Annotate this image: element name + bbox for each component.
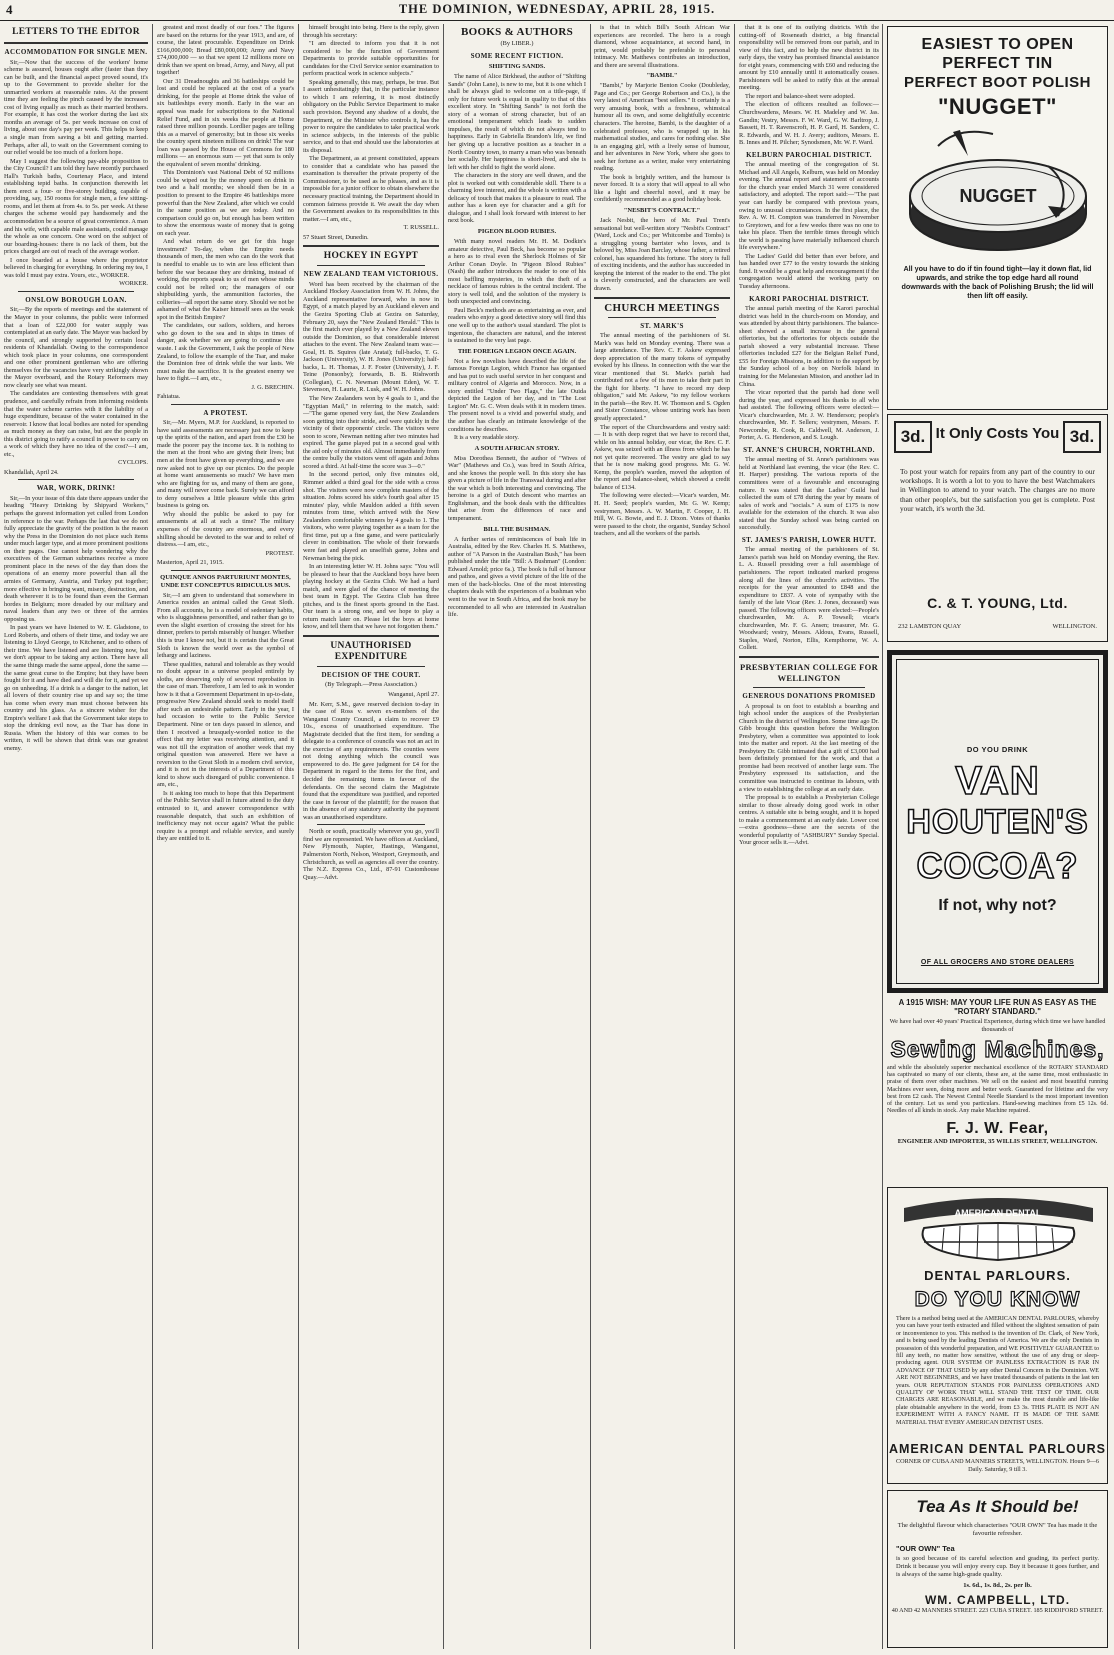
article-title-hockey: HOCKEY IN EGYPT — [323, 251, 419, 262]
divider — [171, 404, 280, 405]
church-body-karori — [739, 305, 879, 442]
letter-body-war-work-drink — [4, 495, 148, 753]
letter-title-accommodation: ACCOMMODATION FOR SINGLE MEN. — [4, 48, 148, 56]
paragraph: This Dominion's vast National Debt of 92 millions could be wiped out by the money spent on drink in two and a half months; we should then be in a position to present to the Empire 46 battleships more powerful than the New Zealand, after which we could in the same position as we are today. And no comparison could go on, but enough has been written to show the enormous waste of money that is going on each year. — [157, 169, 294, 237]
column-rule — [443, 24, 444, 1649]
church-title-st-marks: ST. MARK'S — [640, 321, 684, 330]
review-title-bambi: "BAMBI." — [646, 72, 678, 80]
paragraph: In past years we have listened to W. E. Gladstone, to Lord Roberts, and others of their time, and today we are listening to Lloyd George, to Kitchener, and to others of their time. We have listened and are listening now, but we don't appear to be taking any action. There have all the same things made the same appeal, done the same — the same great curse to the Empire; but they have been fought for it and have died and will die for it, and yet we go on unheeding. If a drink is a danger to the nation, let all lovers of their country rise up and say so; the time has come when every man must choose between his country and his glass. As a sincere wisher for the Empire's welfare I ask that the Government take steps to stop the drinking evil now, as the Tsar has done in Russia. When the history of this war comes to be written, it will be shown that drink was our greatest enemy. — [4, 624, 148, 752]
letter-place: Khandallah, April 24. — [4, 468, 59, 476]
advert-headline: It Only Costs You — [935, 425, 1060, 442]
byline: (By Telegraph.—Press Association.) — [325, 681, 417, 689]
masthead — [0, 0, 1114, 21]
church-body-st-marks — [594, 332, 730, 538]
review-title-shifting-sands: SHIFTING SANDS. — [488, 63, 546, 71]
advert-headline: EASIEST TO OPEN — [921, 36, 1074, 53]
paragraph: The Ladies' Guild did better than ever before, and has handed over £77 to the vestry towards the sinking fund. It would be a great help and encouragement if the congregation would attend the working party on Tuesday afternoons. — [739, 252, 879, 290]
church-title-st-annes: ST. ANNE'S CHURCH, NORTHLAND. — [743, 445, 875, 454]
advert-american-dental — [887, 1187, 1108, 1484]
byline: (By LIBER.) — [500, 40, 534, 47]
address-street: 232 LAMBTON QUAY — [898, 623, 962, 630]
review-body-foreign-legion — [448, 358, 586, 442]
price-tag: 3d. — [1063, 421, 1101, 453]
article-body-hockey — [303, 281, 439, 631]
paragraph: Jack Nesbit, the hero of Mr. Paul Trent's sensational but well-written story "Nesbit's Contract" (Ward, Lock and Co.; per Whitcombe and Tombs) is a struggling young barrister who loves, and is beloved by, Miss Joan Barclay, whose father, a retired colonel, has squandered his fortune. The story is full of exciting incidents, and the author has succeeded in keeping the interest of the reader to the end. The plot is cleverly constructed, and the characters are well drawn. — [594, 217, 730, 292]
article-body-expenditure — [303, 701, 439, 822]
article-title-expenditure: UNAUTHORISED EXPENDITURE — [330, 640, 412, 662]
paragraph: "Bambi," by Marjorie Benton Cooke (Doubleday, Page and Co.; per George Robertson and Co.), is the very latest of American "best sellers." It certainly is a very amusing book, with a freshness, whimsical humour all its own, and some delightfully eccentric characters. The heroine, Bambi, is the daughter of a celebrated professor, who is wrapped up in his mathematical studies, and cares for nothing else. She is an engaging girl, with a lively sense of humour, and her adventures in New York, where she goes to seek her fortune as a writer, make very entertaining reading. — [594, 82, 730, 173]
advert-copy: There is a method being used at the AMERICAN DENTAL PARLOURS, whereby you can have your teeth extracted and filled without the slightest sensation of pain or inconvenience to you. This method is the invention of Dr. Clark, of New York, and is being used by the leading Dentists of America. We are the only Dentists in possession of this wonderful preparation, and WE POSITIVELY GUARANTEE to fill any teeth, no matter how sensitive, without the use of any drug or sleep-producing agent. OUR SYSTEM OF PAINLESS EXTRACTION IS FAR IN ADVANCE OF THAT USED by any other Dental Concern in the Dominion. WE ARE NOT BEGINNERS, and we have treated thousands of patients in the last ten years. OUR REPUTATION STANDS FOR PAINLESS OPERATIONS AND QUALITY OF WORK THAT WILL STAND THE TEST OF TIME. OUR CHARGES ARE REASONABLE, and we make the most durable and life-like plate obtainable anywhere in the world, from £3 3s. THIS PLATE IS NOT AN EXPERIMENT WITH A FANCY NAME. IT IS MADE OF THE SAME MATERIAL THAT EVERY AMERICAN DENTIST USES. — [896, 1316, 1099, 1426]
column-rule — [590, 24, 591, 1649]
paragraph: The election of officers resulted as follows:—Churchwardens, Messrs. W. H. Madeley and W. Jas. Gandin; Vestry, Messrs. F. W. Ward, G. W. Barltrop, J. Bassett, H. T. Ravenscroft, H. P. Gard, H. Sanders, C. R. Edwards, and W. H. J. Avery; auditors, Messrs. E. B. Innes and H. Pilcher; Synodsmen, Mr. W. F. Ward. — [739, 101, 879, 147]
divider — [594, 297, 730, 299]
divider — [18, 479, 134, 480]
advert-copy: is so good because of its careful selection and grading, its perfect purity. Drink it because you will enjoy every cup. Buy it because it goes further, and is always of the same high-grade quality. — [896, 1555, 1099, 1578]
review-title-nesbit: "NESBIT'S CONTRACT." — [623, 207, 701, 215]
advert-copy: To post your watch for repairs from any part of the country to our workshops. It is worth a lot to you to have the best Watchmakers in Wellington to attend to your watch. The charges are no more than other people's, but the satisfaction you get is complete. Post your watch, it's worth the 3d. — [900, 467, 1095, 513]
review-body-bambi — [594, 82, 730, 204]
review-title-bill-bushman: BILL THE BUSHMAN. — [483, 525, 551, 533]
review-body-shifting-sands — [448, 73, 586, 225]
advert-headline: PERFECT BOOT POLISH — [903, 74, 1091, 91]
review-body-south-african — [448, 455, 586, 523]
advert-firm-name: F. J. W. Fear, — [946, 1120, 1049, 1138]
divider — [317, 666, 425, 667]
article-subtitle-presbyterian: GENEROUS DONATIONS PROMISED — [742, 692, 876, 701]
advert-address: 40 AND 42 MANNERS STREET. 223 CUBA STREET. 185 RIDDIFORD STREET. — [891, 1607, 1104, 1614]
advert-address: ENGINEER AND IMPORTER, 35 WILLIS STREET, WELLINGTON. — [897, 1138, 1098, 1146]
divider — [753, 687, 865, 688]
column-rule — [298, 24, 299, 1649]
advert-headline: PERFECT TIN — [942, 55, 1053, 72]
advert-prices: 1s. 6d., 1s. 8d., 2s. per lb. — [963, 1582, 1032, 1589]
advert-our-own-tea — [887, 1490, 1108, 1648]
paragraph: Sir,—Mr. Myers, M.P. for Auckland, is reported to have said assessments are necessary just now to keep up the spirits of the nation, and apart from the £30 he made the poorer pay the income tax. It is nothing to the men at the front who are giving their lives; but men at the front have given up everything, and we are now asked not to give up our picnics. Do the people at home want amusements so much? We have men who are fighting for us, and many of them are gone, and many will never come back. Surely we can afford to deny ourselves a little pleasure while this grim business is going on. — [157, 419, 294, 510]
paragraph: A further series of reminiscences of bush life in Australia, edited by the Rev. Charles H. S. Matthews, author of "A Parson in the Australian Bush," has been published under the title "Bill: A Bushman" (London: Edward Arnold; price 6s.). The book is full of humour and pathos, and gives a vivid picture of the life of the men of the back-blocks. One of the most interesting chapters deals with the experiences of a bushman who went to the war in South Africa, and the book may be recommended to all who are interested in Australian life. — [448, 535, 586, 619]
advert-headline: A 1915 WISH: MAY YOUR LIFE RUN AS EASY AS THE "ROTARY STANDARD." — [898, 998, 1097, 1016]
letter-body-continued — [157, 24, 294, 383]
address-city: WELLINGTON. — [1052, 623, 1097, 630]
paragraph: The candidates are contesting themselves with great prudence, and carefully refrain from informing residents that the water scheme carries with it the liability of a huge expenditure, because of the water contained in the reservoir. I know that local bodies are noted for spending as much money as they can raise, but are the people in this district going to ratify a council in power to carry on a work of which they have no idea of the cost?—I am, etc., — [4, 390, 148, 458]
paragraph: The candidates, our sailors, soldiers, and heroes who go down to the sea and in ships in times of danger, ask whether we are going to continue this waste. I ask the Government, I ask the people of New Zealand, to follow the example of the Tsar, and make the Dominion free of drink while the war lasts. We must make the sacrifice. It is the greatest enemy we have to fight.—I am, etc., — [157, 322, 294, 383]
paragraph: Sir,—Now that the success of the workers' home scheme is assured, houses ought after (faster than they can be built, and the financial aspect proved sound, it's up to the Government to provide shelter for the unmarried workers at reasonable rates. At the present time they are feeling the pinch caused by the increased cost of living equally as much as their married brothers. For example, it has cost the worker during the last six months an average of 5s. per week increase on cost of living, about one day's pay per week. This helps to keep a single man from saving a bit and getting married. Perhaps, after all, to wait on the Government coming to our relief would be too much of a forlorn hope. — [4, 58, 148, 157]
advert-brand: "NUGGET" — [938, 94, 1057, 119]
dental-teeth-illustration-icon — [894, 1194, 1103, 1264]
column-6 — [739, 24, 879, 1650]
column-rule — [152, 24, 153, 1649]
dateline: Wanganui, April 27. — [388, 691, 439, 699]
divider — [317, 265, 425, 266]
divider — [608, 317, 716, 318]
letter-title-protest: A PROTEST. — [203, 408, 248, 417]
advert-product: Sewing Machines, — [890, 1036, 1105, 1062]
church-body-kelburn — [739, 161, 879, 290]
advert-question: If not, why not? — [938, 897, 1057, 914]
church-title-kelburn: KELBURN PAROCHIAL DISTRICT. — [746, 150, 872, 159]
church-body-st-annes — [739, 456, 879, 531]
letter-address: 57 Stuart Street, Dunedin. — [303, 233, 369, 241]
advert-product: "OUR OWN" Tea — [896, 1544, 955, 1553]
advert-intro: We have had over 40 years' Practical Experience, during which time we have handled thousands of — [889, 1018, 1106, 1033]
section-title-church-meetings: CHURCH MEETINGS — [604, 301, 720, 314]
advert-headline: Tea As It Should be! — [916, 1497, 1079, 1516]
advert-address — [898, 623, 1097, 630]
divider — [303, 635, 439, 637]
paragraph: Is it asking too much to hope that this Department of the Public Service shall in future attend to the duty entrusted to it, and answer correspondence with reasonable despatch, that such an exhibition of inefficiency may not occur again? What the public require is a prompt and reliable service, and surely they are entitled to it. — [157, 789, 294, 843]
section-title-books: BOOKS & AUTHORS — [460, 26, 574, 38]
letter-signature: WORKER. — [119, 280, 148, 288]
letter-signature: PROTEST. — [265, 549, 294, 557]
paragraph: The name of Alice Birkhead, the author of "Shifting Sands" (John Lane), is new to me, but it is one which I shall be always glad to welcome on a title-page, if only for future work is equal in quality to that of this excellent story. In "Shifting Sands" is not forth the story of a woman of strong character, but of an emotional temperament which leads to sudden impulses, the result of which do not always tend to happiness. Early in Gabriella Brandon's life, we find her giving up a lucrative position as a teacher in a North Country town, to marry a man who was beneath her socially. Her happiness is short-lived, and she is left with her child to fight the world alone. — [448, 73, 586, 171]
paragraph: The annual parish meeting of the Karori parochial district was held in the church-room on Monday, and was attended by about thirty parishioners. The balance-sheet showed a small increase in the general offertories, but the offertories for objects outside the parish showed a very substantial increase. These offertories included £27 for the Belgian Relief Fund, £55 for Foreign Missions, in addition to the support by the Sunday school of a boy on Norfolk Island in training for the Melanesian Mission, and another lad in China. — [739, 305, 879, 388]
column-rule — [882, 24, 883, 1649]
paragraph: Sir,—By the reports of meetings and the statement of the Mayor in your columns, the public were informed that a loan of £22,000 for water supply was contemplated at an early date. The Mayor was backed by the council, and strongly supported by certain local residents of Khandallah. Owing to the correspondence which took place in your columns, one correspondent and one other prominent gentleman who are offering themselves for the vacancies have very strikingly shown the Mayor overboard, and the Rotary Reformers may now clearly see what was meant. — [4, 306, 148, 389]
advert-nugget-polish — [887, 26, 1108, 410]
paragraph: The annual meeting of the parishioners of St. Mark's was held on Monday evening. There was a large attendance. The Rev. C. F. Askew expressed deep appreciation of the many tokens of sympathy evoked by his illness. In connection with the war the vicar mentioned that St. Mark's parish had contributed not a few of its men to take their part in the fight for liberty. "I have to record my deep obligation," said Mr. Askew, "to my fellow workers in the parish—the Rev. H. W. Thomson and S. Ogden and Sister Constance, whose untiring work has been greatly appreciated." — [594, 332, 730, 423]
column-3 — [303, 24, 439, 1650]
paragraph: The book is brightly written, and the humour is never forced. It is a story that will appeal to all who like a light and cheerful novel, and it may be confidently recommended as a good holiday book. — [594, 173, 730, 204]
paragraph: The characters in the story are well drawn, and the plot is worked out with considerable skill. There is a charming love interest, and the whole is written with a delicacy of touch that makes it a pleasure to read. The author has a keen eye for character and a gift for dialogue, and I shall look forward with interest to her next book. — [448, 172, 586, 225]
advert-copy: and while the absolutely superior mechanical excellence of the ROTARY STANDARD has captivated so many of our clients, these are, at the same time, most enthusiastic in praise of them over other machines. We sell on the easiest and most beautiful running Machines ever seen, doing more and better work. Guaranteed for lifetime and the very best from £2 cash. The Newest Central Needle Standard is the most important invention of the century. Let us send you particulars. Hand-sewing machines from £5 12s. 6d. Needles of all kinds in stock. Any make Machine repaired. — [887, 1065, 1108, 1115]
letter-body-quinque — [157, 592, 294, 843]
letter-body-onslow — [4, 306, 148, 458]
paragraph: The annual meeting of the parishioners of St. James's parish was held on Monday evening, the Rev. L. A. Russell presiding over a full assemblage of parishioners. The report indicated marked progress along all the lines of the church's activities. The receipts for the year amounted to £848 and the expenditure to £837. A vote of sympathy with the family of the late Vicar (Rev. J. Jones, deceased) was passed. The following officers were elected:—People's churchwarden, Mr. A. P. Towsell; vicar's churchwarden, Mr. F. G. Ansen; treasurer, Mr. G. Woodward; vestry, Messrs. Aldous, Evans, Russell, Staples, Ward, Norton, Ellis, Kempthorne, W. A. Collett. — [739, 546, 879, 652]
paragraph: The report of the Churchwardens and vestry said:— It is with deep regret that we have to record that, while on his annual holiday, our vicar, the Rev. C. F. Askew, was seized with an illness from which he has not yet quite recovered. The vestry are glad to say that he is now making good progress. Mr. G. W. Kemp, the people's warden, moved the adoption of the report and balance-sheet, which showed a credit balance of £134. — [594, 423, 730, 491]
letter-signature: T. RUSSELL. — [403, 224, 439, 232]
paragraph: Not a few novelists have described the life of the famous Foreign Legion, which France has organised and has put to such useful service in her conquest and military control of Algeria and Morocco. Now, in a story entitled "Under Two Flags," the late Ouida depicted the Legion of her day, and in "The Lost Legion" Mr. G. C. Wren deals with it in modern times. The present novel is a vivid and powerful study, and the author has clearly an intimate knowledge of the conditions he describes. — [448, 357, 586, 433]
article-subtitle-expenditure: DECISION OF THE COURT. — [321, 670, 421, 679]
review-title-foreign-legion: THE FOREIGN LEGION ONCE AGAIN. — [457, 347, 577, 355]
letter-signature: CYCLOPS. — [118, 459, 148, 467]
price-tag: 3d. — [894, 421, 932, 453]
church-body-st-james — [739, 546, 879, 652]
church-title-karori: KARORI PAROCHIAL DISTRICT. — [749, 294, 869, 303]
dental-banner-text: AMERICAN DENTAL — [954, 1208, 1042, 1218]
paragraph: The annual meeting of the congregation of St. Michael and All Angels, Kelburn, was held on Monday evening. The annual report and statement of accounts for the church year ended March 31 were considered satisfactory, and adopted. The report said:—"The past year can hardly be compared with previous years, owing to unusual circumstances. In the first place, the Rev. A. W. H. Compton was transferred in November to Greytown, and for a few weeks there was no one to take his place. Then the terrible times through which the world is passing have materially influenced church life everywhere." — [739, 161, 879, 252]
paragraph: Why should the public be asked to pay for amusements at all at such a time? The military expenses of the country are enormous, and every shilling should be devoted to the war and to relief of distress.—I am, etc., — [157, 510, 294, 549]
paragraph: "I am directed to inform you that it is not considered to be the function of Government Departments to provide suitable opportunities for candidates for the Civil Service senior examination to perform practical work in science subjects." — [303, 40, 439, 78]
advert-footer: OF ALL GROCERS AND STORE DEALERS — [920, 959, 1075, 966]
advert-young-watchmakers — [887, 414, 1108, 642]
advert-kicker: DO YOU DRINK — [966, 745, 1029, 754]
paragraph: greatest and most deadly of our foes." The figures are based on the returns for the year 1913, and are, of course, the latest procurable. Expenditure on Drink £166,000,000; Bread £80,000,000; Army and Navy £74,000,000 — so that we spent 12 millions more on drink than we spent on bread, Army, and Navy, all put together! — [157, 24, 294, 77]
page-number: 4 — [6, 2, 13, 17]
paragraph: Sir,—In your issue of this date there appears under the heading "Heavy Drinking by Shipyard Workers," perhaps the gravest information yet culled from London in reference to the war. Perhaps the last that we do not fully appreciate the gravity of the position is the reason why the Press in the Dominion do not place such items under much larger type, and at more prominent positions on their pages. One cannot help wondering why the executives of the German submarines receive a more prominent place in the news of the day than does the operations of an enemy more powerful than all the armies of Germany, Austria, and Turkey put together; more effective in bringing want, misery, destruction, and death wherever it is to be found than even the German hordes in Belgium; more dreaded by our military and naval leaders than any two or three of the armies opposing us. — [4, 494, 148, 623]
paragraph: Sir,—I am given to understand that somewhere in America resides an animal called the Great Sloth. From all accounts, he is a model of sedentary habits, who is sluggishness personified, and rather than go to even the slight exertion of crossing the street for his dinner, prefers to perish miserably of hunger. Whether this is true I know not, but it is certain that the Great Sloth is known the world over as the symbol of lethargy and laziness. — [157, 591, 294, 660]
paragraph: The report and balance-sheet were adopted. — [745, 92, 855, 100]
advert-address: CORNER OF CUBA AND MANNERS STREETS, WELLINGTON. Hours 9—6 Daily. Saturday, 9 till 3. — [896, 1458, 1099, 1473]
letter-title-onslow: ONSLOW BOROUGH LOAN. — [25, 295, 127, 304]
paragraph: himself brought into being. Here is the reply, given through his secretary: — [303, 24, 439, 39]
advert-headline: COCOA? — [916, 845, 1079, 886]
paragraph: I once boarded at a house where the proprietor believed in charging for everything. In ordering my tea, I was told I must pay extra. Yours, etc., WORKER. — [4, 256, 148, 279]
review-body-continued — [594, 24, 730, 69]
article-title-presbyterian: PRESBYTERIAN COLLEGE FOR WELLINGTON — [739, 662, 879, 684]
church-title-st-james: ST. JAMES'S PARISH, LOWER HUTT. — [741, 535, 877, 544]
section-title-letters: LETTERS TO THE EDITOR — [12, 27, 140, 37]
paragraph: that it is one of its outlying districts. With the cutting-off of Roseneath district, a big financial responsibility will be removed from our parish, and in view of this fact, and to help the new district in its early days, the vestry has promised financial assistance for eight years, commencing with £60 and reducing the amount by £10 annually until it automatically ceases. Parishioners will be asked to ratify this at the annual meeting. — [739, 24, 879, 92]
divider — [171, 570, 280, 571]
divider — [317, 824, 425, 825]
column-5 — [594, 24, 730, 1650]
advert-intro: The delightful flavour which characterises "OUR OWN" Tea has made it the favourite refresher. — [897, 1522, 1098, 1537]
letter-body-protest — [157, 419, 294, 548]
advert-firm-name: C. & T. YOUNG, Ltd. — [927, 595, 1068, 611]
paragraph: Paul Beck's methods are as entertaining as ever, and readers who enjoy a good detective story will find this one well up to the author's usual standard. The plot is ingenious, the characters are natural, and the interest is sustained to the very last page. — [448, 306, 586, 345]
paragraph: is that in which Bill's South African War experiences are recorded. The hero is a rough diamond, whose acquaintance, at second hand, in print, would probably be preferable to personal intimacy. Mr. Matthews contributes an introduction, and there are several illustrations. — [594, 24, 730, 69]
column-2 — [157, 24, 294, 1650]
polish-tin-illustration — [898, 126, 1098, 258]
paragraph: The vicar reported that the parish had done well during the year, and expressed his thanks to all who had assisted. The following officers were elected:—Vicar's churchwarden, Mr. J. W. Henderson; people's churchwarden, Mr. F. Sellers; vestrymen, Messrs. F. Newcombe, R. Cook, R. Caldwell, M. Anderson, J. Porter, A. G. Henderson, and S. Lough. — [739, 389, 879, 442]
column-1 — [4, 24, 148, 1650]
paragraph: Our 31 Dreadnoughts and 36 battleships could be lost and could be replaced at the cost of a year's drinking, for the people at Home drink the value of six battleships every month. Early in the war an appeal was made for subscriptions to the National Relief Fund, and in six weeks the people at Home raised three million pounds. Lordlier pages are telling this as a marvel of generosity; but in those six weeks the country spent nineteen millions on drink! The war loan was passed by the House of Commons for 180 millions — an enormous sum — yet that sum is only the equivalent of seven months' drinking. — [157, 77, 294, 168]
advert-headline: VAN — [955, 759, 1040, 803]
advert-headline: HOUTEN'S — [906, 803, 1089, 841]
review-body-bill-bushman — [448, 536, 586, 619]
paragraph: Miss Dorothea Bennett, the author of "Wives of War" (Mathews and Co.), was bred in South Africa, and she knows the people well. In this story she has given a picture of life in the Transvaal during and after the war which is both interesting and convincing. The heroine is a girl of Dutch descent who marries an Englishman, and the book deals with the difficulties that arise from the differences of race and temperament. — [448, 454, 586, 523]
review-body-nesbit — [594, 217, 730, 292]
divider — [303, 245, 439, 247]
paragraph: The annual meeting of St. Anne's parishioners was held at Northland last evening, the vicar (the Rev. C. H. Harper) presiding. The various reports of the committees were of a favourable and encouraging nature. It was stated that the Ladies' Guild had collected the sum of £78 during the year by means of sales of work and "socials." A sum of £175 is now available for the extension of the church. It was also stated that the Sunday school was being carried on successfully. — [739, 456, 879, 532]
column-4 — [448, 24, 586, 1650]
advert-firm-name: AMERICAN DENTAL PARLOURS — [888, 1442, 1107, 1456]
paragraph: These qualities, natural and tolerable as they would no doubt appear in a universe peopled entirely by sloths, are deserving only of severest reprobation in the case of man. Therefore, I am led to ask in wonder how is it that a Government Department in up-to-date, progressive New Zealand should seek to model itself after such an undesirable pattern. Early in the year, I had occasion to write to the Public Service Department. Nine or ten days passed in silence, and then I received a brusquely-worded notice to the effect that my letter was receiving attention, and it was not till the expiration of another week that my original question was answered. Here we have a reversion to the Great Sloth in a modern civil service, and it is not in the interests of a Department of this kind to show such disregard of public convenience. I am, etc., — [157, 660, 294, 789]
paragraph: Speaking generally, this may, perhaps, be true. But I assert unhesitatingly that, in the particular instance to which I am referring, it is most distinctly obligatory on the Public Service Department to make such provision. Beyond any shadow of a doubt, the Department, or the Minister who controls it, has the power to require the candidates to take practical work in science subjects, in the interests of the public service, and to that end should use the laboratories at its disposal. — [303, 78, 439, 154]
paragraph: May I suggest the following pay-able proposition to the City Council? I am told they have recently purchased Hall's Turkish baths, Courtenay Place, and intend establishing tepid baths. In conjunction therewith let them erect a four- or five-storey building, capable of providing, say, 150 rooms for single men, a few sitting-rooms, and let them at from 4s. to 5s. per week. At these charges the scheme would pay handsomely and the accommodation be a source of great convenience. A man and his wife, with capable male assistants, could manage the whole as one concern. One word on the subject of our boarding-houses: there is no lack of them, but the prices charged are out of reach of the average worker. — [4, 157, 148, 256]
paragraph: In an interesting letter W. H. Johns says: "You will be pleased to hear that the Auckland boys have been playing hockey at the Gezira Club. We had a hard match, and were glad of the chance of meeting the best team in Egypt. The Gezira Club has three pitches, and is the finest sports ground in the East. Our team is a strong one, and we hope to play a return match later on. Please let the boys at home know, and tell them that we have not forgotten them." — [303, 563, 439, 631]
paragraph: The proposal is to establish a Presbyterian College similar to those already doing good work in other centres. A suitable site is being sought, and it is hoped to make a commencement at an early date. Lower cost—extra goodness—these are the secrets of the wonderful popularity of "ASHBURY" Sunday Special. Your grocer sells it.—Advt. — [739, 794, 879, 847]
paragraph: A proposal is on foot to establish a boarding and high school under the auspices of the Presbyterian Church in the district of Wellington. Some time ago Dr. Gibb brought this question before the Wellington Presbytery, when a committee was appointed to look into the matter and report. At the last meeting of the Presbytery Dr. Gibb intimated that a gift of £3,000 had been definitely promised for the work, and that a promise had been received of another large sum. The Presbytery expressed its satisfaction, and the committee was instructed to continue its labours, with a view to establishing the college at an early date. — [739, 702, 879, 793]
advert-notice: North or south, practically wherever you go, you'll find we are represented. We have offices at Auckland, New Plymouth, Napier, Hastings, Wanganui, Palmerston North, Nelson, Westport, Greymouth, and Christchurch, as well as agencies all over the country. The N.Z. Express Co., Ltd., 87-91 Customhouse Quay.—Advt. — [303, 828, 439, 881]
review-title-south-african: A SOUTH AFRICAN STORY. — [474, 444, 560, 452]
column-rule — [734, 24, 735, 1649]
tin-brand-text: NUGGET — [958, 186, 1037, 206]
paragraph: With many novel readers Mr. H. M. Dodkin's amateur detective, Paul Beck, has become so popular a hero as to rival even the Sherlock Holmes of Sir Arthur Conan Doyle. In "Pigeon Blood Rubies" (Nash) the author introduces the reader to one of his most baffling mysteries, in which the theft of a necklace of famous rubies is the central incident. The story is well told, and the solution of the mystery is both unexpected and convincing. — [448, 237, 586, 306]
paragraph: And what return do we get for this huge investment? To-day, when the Empire needs thousands of men, the men who can do the work that is needful to enable us to win are less efficient than before the war because they are drinking, instead of working, the reports speak to us of men whose minds could not be relied on; the managers of our shipbuilding yards, the ammunition factories, the collieries—all report the same story. Should we not be ashamed of what the Kaiser himself sees as the weak spot in the British Empire? — [157, 238, 294, 321]
church-body-continued — [739, 24, 879, 147]
letter-title-quinque: QUINQUE ANNOS PARTURIUNT MONTES, UNDE EST CONCEPTUS RIDICULUS MUS. — [160, 573, 291, 589]
article-body-presbyterian — [739, 703, 879, 847]
divider — [739, 656, 879, 658]
polish-tin-icon — [898, 126, 1098, 258]
letter-body-continued — [303, 24, 439, 223]
masthead-title: THE DOMINION, WEDNESDAY, APRIL 28, 1915. — [398, 2, 716, 16]
paragraph: The New Zealanders won by 4 goals to 1, and the "Egyptian Mail," in referring to the match, said:—"The game opened very fast, the New Zealanders soon getting into their stride, and were quickly in the vicinity of their opponents' circle. The visitors were soon to score, Newman netting after two minutes had expired. The game played put in a second goal with the aid only of minutes old. Almost immediately from the centre bully the visitors went off again and Johns scored a third. At half-time the score was 3—0." — [303, 395, 439, 470]
advert-firm-name: WM. CAMPBELL, LTD. — [924, 1593, 1071, 1607]
advert-fear-sewing-machines — [887, 998, 1108, 1182]
advert-copy: All you have to do if tin found tight—lay it down flat, lid upwards, and strike the top edge hard all round downwards with the back of Polishing Brush; the lid will then lift off easily. — [901, 264, 1094, 300]
advert-headline: DO YOU KNOW — [914, 1288, 1081, 1311]
paragraph: The Department, as at present constituted, appears to consider that a candidate who has passed the examination is thereafter the private property of the Commissioner, to be used as he pleases, and as it is impossible for a junior officer to obtain elsewhere the necessary practical training, the Department should in common fairness provide it. We await the day when the Government awakes to its responsibilities in this matter.—I am, etc., — [303, 155, 439, 223]
paragraph: It is a very readable story. — [454, 434, 519, 442]
article-subtitle-hockey: NEW ZEALAND TEAM VICTORIOUS. — [303, 270, 439, 279]
review-title-pigeon-blood: PIGEON BLOOD RUBIES. — [477, 227, 557, 235]
letter-body-accommodation — [4, 59, 148, 280]
letter-place: Fahiatua. — [157, 393, 181, 401]
divider — [18, 291, 134, 292]
divider — [4, 42, 148, 44]
letter-signature: J. G. BRECHIN. — [251, 383, 294, 391]
review-body-pigeon-blood — [448, 238, 586, 345]
section-subtitle-fiction: SOME RECENT FICTION. — [470, 51, 564, 60]
letter-title-war-work-drink: WAR, WORK, DRINK! — [36, 484, 116, 493]
paragraph: The following were elected:—Vicar's warden, Mr. H. H. Seed; people's warden, Mr. G. W. Kemp; vestrymen, Messrs. A. W. Martin, F. Cooper, J. H. Hill, W. G. Bowie, and E. J. Dixon. Votes of thanks were passed to the choir, the organist, Sunday School teachers, and all the workers of the parish. — [594, 492, 730, 538]
paragraph: Mr. Kerr, S.M., gave reserved decision to-day in the case of Ross v. seven ex-members of the Wanganui County Council, a claim to recover £9 10s., excess of unauthorised expenditure. The Magistrate decided that the first item, for sending a delegate to a conference of councils was not an act in the exercise of any requirements. The counties were not doing anything which the council was empowered to do. He gave judgment for £4 for the Department in regard to the items for the first, and decided the remaining items in favour of the defendants. On the second claim the Magistrate found that the expenditure was justified, and reported the case in favour of the plaintiff; for the reason that in the absence of any statutory authority the payment was an unauthorised expenditure. — [303, 700, 439, 821]
letter-place: Masterton, April 21, 1915. — [157, 559, 224, 567]
paragraph: Word has been received by the chairman of the Auckland Hockey Association from W. H. Johns, the Auckland representative forward, who is now in Egypt, of a match played by an Auckland eleven and the Gezira Sporting Club at Gezira on Saturday, February 20, says the "New Zealand Herald." This is the first match ever played by a New Zealand eleven outside the Dominion, so that considerable interest attaches to the event. The New Zealand team was:—Goal, H. B. Squires (late Aratai); full-backs, T. G. Jackson (University), W. H. Jones (University); half-backs, L. H. Thomas, J. F. Foster (University), J. F. Teine (Ponsonby); forwards, B. B. Rishworth (Collegian), C. N. Newman (Mount Eden), W. T. Stevenson, H. Laurie, R. Lusk, and W. H. Johns. — [303, 280, 439, 394]
advert-van-houtens-cocoa — [887, 650, 1108, 993]
paragraph: In the second period, only five minutes old, Rimmer added a third goal for the side with a cross shot. The visitors were now complete masters of the situation. Johns scored his side's fourth goal after 15 minutes' play, while Mauldon added a fifth seven minutes from time, which arrived with the New Zealanders comfortable winners by 4 goals to 1. The visitors, who were playing together as a team for the first time, put up a fine game, and were particularly clever in combination. The whole of their forwards were fast and played an unselfish game, Johns and Newman being the pick. — [303, 471, 439, 562]
advert-headline: DENTAL PARLOURS. — [924, 1268, 1071, 1283]
